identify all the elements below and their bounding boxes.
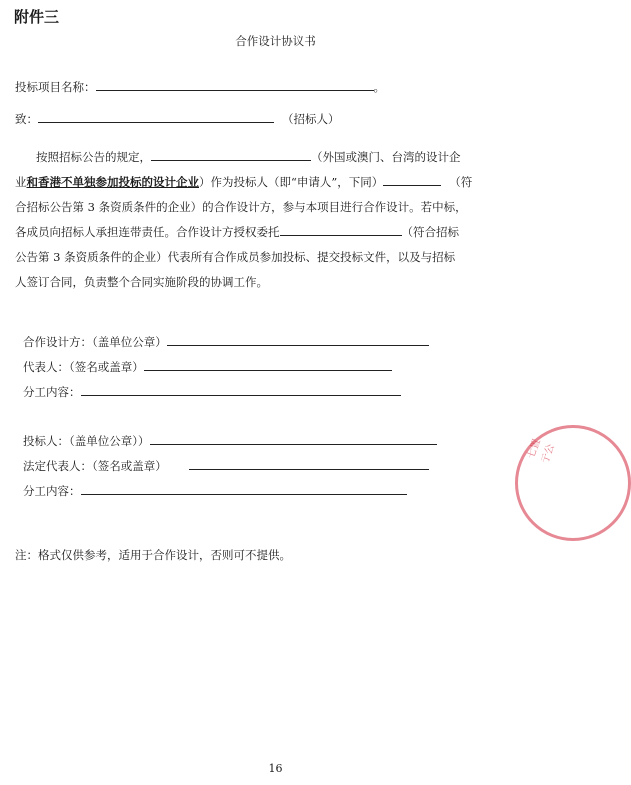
company-seal-text: 七置亍公 bbox=[525, 437, 558, 466]
paragraph-line-3: 合招标公告第 3 条资质条件的企业）的合作设计方，参与本项目进行合作设计。若中标， bbox=[15, 200, 467, 214]
paragraph-line-4 bbox=[15, 224, 459, 240]
paragraph-line-6: 人签订合同，负责整个合同实施阶段的协调工作。 bbox=[15, 275, 268, 289]
paragraph-line-5: 公告第 3 条资质条件的企业）代表所有合作成员参加投标、提交投标文件，以及与招标 bbox=[15, 250, 456, 264]
partner-rep-row bbox=[23, 359, 392, 375]
partner-rep-label: 代表人：（签名或盖章） bbox=[23, 360, 144, 374]
page-number: 16 bbox=[268, 762, 283, 775]
project-name-row bbox=[15, 79, 385, 95]
paragraph-blank-3 bbox=[280, 224, 402, 236]
partner-rep-blank bbox=[144, 359, 392, 371]
paragraph-blank-1 bbox=[151, 149, 311, 161]
partner-party-blank bbox=[167, 334, 429, 346]
addressee-suffix: （招标人） bbox=[282, 112, 340, 126]
bidder-division-row bbox=[23, 483, 407, 499]
bidder-legal-rep-row bbox=[23, 458, 429, 474]
project-name-label: 投标项目名称： bbox=[15, 80, 96, 94]
partner-party-label: 合作设计方：（盖单位公章） bbox=[23, 335, 167, 349]
paragraph-line-2 bbox=[15, 174, 472, 190]
annex-heading: 附件三 bbox=[14, 8, 60, 26]
bidder-division-label: 分工内容： bbox=[23, 484, 81, 498]
paragraph-line-1 bbox=[36, 149, 461, 165]
paragraph-emphasis: 和香港不单独参加投标的设计企业 bbox=[26, 175, 199, 189]
addressee-label: 致： bbox=[15, 112, 38, 126]
document-title: 合作设计协议书 bbox=[235, 34, 316, 48]
partner-party-row bbox=[23, 334, 429, 350]
bidder-party-blank bbox=[150, 433, 437, 445]
bidder-party-row bbox=[23, 433, 437, 449]
paragraph-text: （符 bbox=[449, 175, 473, 189]
paragraph-text: 业 bbox=[15, 175, 27, 189]
bidder-division-blank bbox=[81, 483, 407, 495]
paragraph-text: （外国或澳门、台湾的设计企 bbox=[311, 150, 461, 164]
paragraph-blank-2 bbox=[383, 174, 441, 186]
paragraph-text: ）作为投标人（即“申请人”，下同） bbox=[199, 175, 384, 189]
bidder-party-label: 投标人：（盖单位公章）） bbox=[23, 434, 150, 448]
partner-division-blank bbox=[81, 384, 401, 396]
partner-division-row bbox=[23, 384, 401, 400]
bidder-legal-rep-label: 法定代表人：（签名或盖章） bbox=[23, 459, 167, 473]
format-note: 注：格式仅供参考，适用于合作设计，否则可不提供。 bbox=[15, 548, 291, 562]
paragraph-text: （符合招标 bbox=[401, 225, 459, 239]
bidder-legal-rep-blank bbox=[189, 458, 429, 470]
paragraph-text: 各成员向招标人承担连带责任。合作设计方授权委托 bbox=[15, 225, 280, 239]
project-name-blank bbox=[96, 79, 374, 91]
addressee-blank bbox=[38, 111, 274, 123]
paragraph-text: 按照招标公告的规定， bbox=[36, 150, 151, 164]
partner-division-label: 分工内容： bbox=[23, 385, 81, 399]
addressee-row bbox=[15, 111, 340, 127]
project-name-suffix: 。 bbox=[373, 80, 385, 94]
